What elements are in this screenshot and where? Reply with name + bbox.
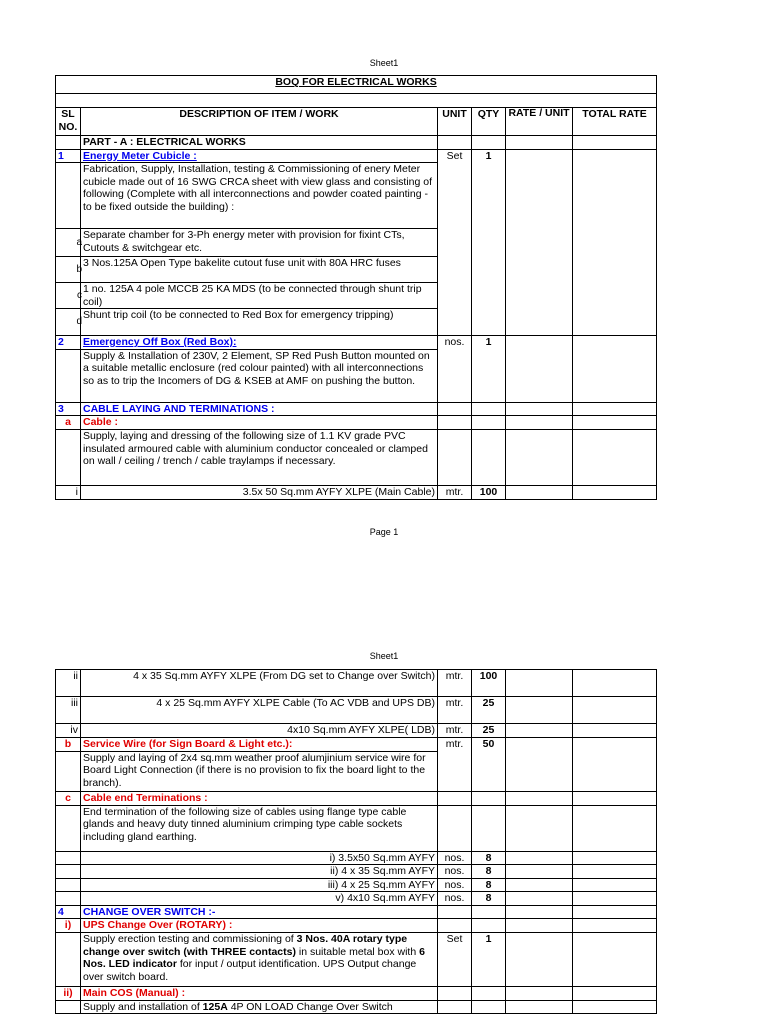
page-footer: Page 1 bbox=[369, 527, 399, 537]
sub-item-title: Cable end Terminations : bbox=[81, 791, 438, 805]
cable-description: 4 x 35 Sq.mm AYFY XLPE (From DG set to Change over Switch) bbox=[81, 670, 438, 697]
row-qty: 25 bbox=[472, 724, 506, 738]
sub-item-title: Main COS (Manual) : bbox=[81, 987, 438, 1001]
col-header-total: TOTAL RATE bbox=[573, 108, 657, 136]
item-title: Energy Meter Cubicle : bbox=[81, 149, 438, 163]
item-qty: 1 bbox=[472, 149, 506, 336]
col-header-sl: SL NO. bbox=[56, 108, 81, 136]
row-number: ii bbox=[56, 670, 81, 697]
row-qty: 8 bbox=[472, 878, 506, 892]
item-title: CHANGE OVER SWITCH :- bbox=[81, 905, 438, 919]
item-number: 3 bbox=[56, 402, 81, 416]
cable-description: 4 x 25 Sq.mm AYFY XLPE Cable (To AC VDB and UPS DB) bbox=[81, 697, 438, 724]
item-description: Fabrication, Supply, Installation, testing & Commissioning of enery Meter cubicle made out of 16 SWG CRCA sheet with view glass and consisting of following (Complete with all interconnections and powder coated painting - to be fixed outside the building) : bbox=[81, 163, 438, 229]
row-qty: 8 bbox=[472, 892, 506, 906]
termination-description: v) 4x10 Sq.mm AYFY bbox=[81, 892, 438, 906]
row-qty: 8 bbox=[472, 851, 506, 865]
sub-item-letter: b bbox=[56, 737, 81, 751]
sheet-header: Sheet1 bbox=[369, 651, 399, 661]
item-unit: mtr. bbox=[438, 737, 472, 791]
item-qty: 1 bbox=[472, 336, 506, 403]
termination-description: ii) 4 x 35 Sq.mm AYFY bbox=[81, 865, 438, 879]
item-description: Supply & Installation of 230V, 2 Element, SP Red Push Button mounted on a suitable metallic enclosure (red colour painted) with all interconnections so as to trip the Incomers of DG & KSEB at AMF on pushing the button. bbox=[81, 349, 438, 402]
row-qty: 100 bbox=[472, 670, 506, 697]
col-header-desc: DESCRIPTION OF ITEM / WORK bbox=[81, 108, 438, 136]
row-unit: mtr. bbox=[438, 486, 472, 500]
blank-row bbox=[56, 94, 657, 108]
termination-description: iii) 4 x 25 Sq.mm AYFY bbox=[81, 878, 438, 892]
cable-description: 4x10 Sq.mm AYFY XLPE( LDB) bbox=[81, 724, 438, 738]
sub-item-letter: a bbox=[76, 236, 82, 248]
sub-item-title: Service Wire (for Sign Board & Light etc.): bbox=[81, 737, 438, 751]
row-unit: nos. bbox=[438, 865, 472, 879]
sub-item-title: Cable : bbox=[81, 416, 438, 430]
item-title: CABLE LAYING AND TERMINATIONS : bbox=[81, 402, 438, 416]
item-description: Supply erection testing and commissioning of 3 Nos. 40A rotary type change over switch (with THREE contacts) in suitable metal box with 6 Nos. LED indicator for input / output identification. UPS Output change over switch board. bbox=[81, 933, 438, 987]
col-header-rate: RATE / UNIT bbox=[506, 108, 573, 136]
item-unit: Set bbox=[438, 149, 472, 336]
row-number: iv bbox=[56, 724, 81, 738]
boq-table-page2 bbox=[55, 669, 657, 1014]
row-number: iii bbox=[56, 697, 81, 724]
item-description: End termination of the following size of cables using flange type cable glands and heavy duty tinned aluminium crimping type cable sockets including gland earthing. bbox=[81, 805, 438, 851]
item-number: 2 bbox=[56, 336, 81, 350]
row-unit: nos. bbox=[438, 851, 472, 865]
item-unit: nos. bbox=[438, 336, 472, 403]
item-description: Supply and installation of 125A 4P ON LOAD Change Over Switch bbox=[81, 1000, 438, 1014]
sub-item-letter: b bbox=[76, 263, 82, 275]
termination-description: i) 3.5x50 Sq.mm AYFY bbox=[81, 851, 438, 865]
item-number: 1 bbox=[56, 149, 81, 163]
row-number: i bbox=[56, 486, 81, 500]
row-qty: 8 bbox=[472, 865, 506, 879]
item-unit: Set bbox=[438, 933, 472, 987]
sub-item-description: 3 Nos.125A Open Type bakelite cutout fuse unit with 80A HRC fuses bbox=[81, 257, 438, 283]
row-unit: nos. bbox=[438, 892, 472, 906]
sub-item-letter: d bbox=[76, 315, 82, 327]
item-number: 4 bbox=[56, 905, 81, 919]
item-description: Supply, laying and dressing of the following size of 1.1 KV grade PVC insulated armoured cable with aluminium conductor concealed or clamped on wall / ceiling / trench / cable traylamps if necessary. bbox=[81, 430, 438, 486]
sub-item-letter: c bbox=[56, 791, 81, 805]
row-unit: mtr. bbox=[438, 670, 472, 697]
table-title: BOQ FOR ELECTRICAL WORKS bbox=[56, 76, 657, 94]
item-qty: 1 bbox=[472, 933, 506, 987]
sub-item-number: i) bbox=[56, 919, 81, 933]
col-header-qty: QTY bbox=[472, 108, 506, 136]
sub-item-letter: a bbox=[56, 416, 81, 430]
row-qty: 100 bbox=[472, 486, 506, 500]
part-a-heading: PART - A : ELECTRICAL WORKS bbox=[81, 136, 438, 150]
item-description: Supply and laying of 2x4 sq.mm weather proof alumjinium service wire for Board Light Connection (if there is no provision to fix the board light to the branch). bbox=[81, 751, 438, 791]
sub-item-title: UPS Change Over (ROTARY) : bbox=[81, 919, 438, 933]
sub-item-number: ii) bbox=[56, 987, 81, 1001]
sheet-header: Sheet1 bbox=[369, 58, 399, 68]
row-unit: nos. bbox=[438, 878, 472, 892]
boq-table-page1 bbox=[55, 75, 657, 500]
row-qty: 25 bbox=[472, 697, 506, 724]
sub-item-letter: c bbox=[77, 289, 82, 301]
sub-item-description: 1 no. 125A 4 pole MCCB 25 KA MDS (to be connected through shunt trip coil) bbox=[81, 283, 438, 309]
cable-description: 3.5x 50 Sq.mm AYFY XLPE (Main Cable) bbox=[81, 486, 438, 500]
item-title: Emergency Off Box (Red Box): bbox=[81, 336, 438, 350]
row-unit: mtr. bbox=[438, 697, 472, 724]
row-unit: mtr. bbox=[438, 724, 472, 738]
sub-item-description: Separate chamber for 3-Ph energy meter with provision for fixint CTs, Cutouts & switchgear etc. bbox=[81, 229, 438, 257]
sub-item-description: Shunt trip coil (to be connected to Red Box for emergency tripping) bbox=[81, 309, 438, 336]
col-header-unit: UNIT bbox=[438, 108, 472, 136]
item-qty: 50 bbox=[472, 737, 506, 791]
